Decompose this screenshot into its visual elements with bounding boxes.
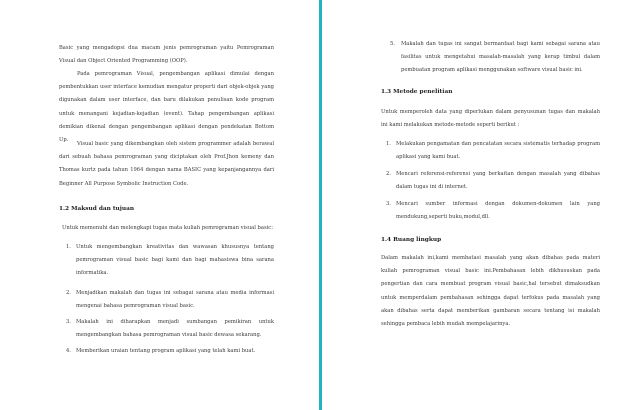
list-item xyxy=(386,138,600,164)
list-item xyxy=(390,38,600,78)
list-text: Memberikan uraian tentang program aplikasi yang telah kami buat. xyxy=(76,348,256,354)
list-item xyxy=(66,345,274,358)
list-text: Untuk mengembangkan kreativitas dan wawasan khususnya tentang pemrograman visual basic bagi kami dan bagi mahasiswa bina sarana informatika. xyxy=(76,244,274,277)
list-item xyxy=(66,241,274,281)
list-item xyxy=(386,198,600,224)
paragraph-history: Visual basic yang dikembangkan oleh sistem programmer adalah berawal dari sebuah bahasa pemrograman yang diciptakan oleh Prof.Jhon kemeny dan Thomas kurtz pada tahun 1964 dengan nama BASIC yang kepanjangannya dari Beginner All Purpose Symbolic Instruction Code. xyxy=(59,141,274,187)
list-text: Mencari referensi-referensi yang berkaitan dengan masalah yang dibahas dalam tugas ini di internet. xyxy=(396,171,600,191)
heading-ruang-lingkup: 1.4 Ruang lingkup xyxy=(381,237,442,243)
paragraph-intro-visual-basic: Basic yang mengadopsi dua macam jenis pemrograman yaitu Pemrograman Visual dan Object Oriented Programming (OOP). xyxy=(59,45,274,65)
list-number: 3. xyxy=(66,319,71,325)
list-text: Menjadikan makalah dan tugas ini sebagai sarana atau media informasi mengenai bahasa pemrograman visual basic. xyxy=(76,290,274,310)
left-page xyxy=(0,0,319,410)
list-number: 5. xyxy=(390,41,395,47)
list-number: 1. xyxy=(66,244,71,250)
list-item xyxy=(386,168,600,194)
list-number: 3. xyxy=(386,201,391,207)
paragraph-purpose-intro: Untuk memenuhi dan melengkapi tugas mata kuliah pemrograman visual basic: xyxy=(62,225,273,231)
list-text: Makalah dan tugas ini sangat bermanfaat bagi kami sebagai sarana atau fasilitas untuk mengetahui masalah-masalah yang kerap timbul dalam pembuatan program aplikasi menggunakan software visual basic ini. xyxy=(401,41,600,74)
right-page xyxy=(322,0,640,410)
list-number: 4. xyxy=(66,348,71,354)
list-item xyxy=(66,316,274,342)
list-text: Melakukan pengamatan dan pencatatan secara sistematis terhadap program aplikasi yang kami buat. xyxy=(396,141,600,161)
list-number: 2. xyxy=(66,290,71,296)
list-number: 1. xyxy=(386,141,391,147)
list-text: Makalah ini diharapkan menjadi sumbangan pemikiran untuk mengembangkan bahasa pemrograman visual basic dewasa sekarang. xyxy=(76,319,274,339)
paragraph-scope: Dalam makalah ini,kami membatasi masalah yang akan dibahas pada materi kuliah pemrograman visual basic ini.Pembahasan lebih dikhususkan pada pengertian dan cara membuat program visual basic,hal tersebut dimaksudkan untuk memperdalam pembahasan sehingga dapat terfokus pada masalah yang akan dibahas serta dapat memberikan gambaran secara tentang isi makalah sehingga pembaca lebih mudah mempelajarinya. xyxy=(381,255,600,328)
list-text: Mencari sumber informasi dengan dokumen-dokumen lain yang mendukung,seperti buku,modul,dll. xyxy=(396,201,600,221)
paragraph-method-intro: Untuk memperoleh data yang diperlukan dalam penyusunan tugas dan makalah ini kami melakukan metode-metode seperti berikut : xyxy=(381,109,600,129)
list-item xyxy=(66,287,274,313)
heading-maksud-tujuan: 1.2 Maksud dan tujuan xyxy=(59,206,135,212)
heading-metode-penelitian: 1.3 Metode penelitian xyxy=(381,89,453,95)
paragraph-visual-programming: Pada pemrograman Visual, pengembangan aplikasi dimulai dengan pembentukkan user interface kemudian mengatur properti dari objek-objek yang digunakan dalam user interface, dan baru dilakukan penulisan kode program untuk menangani kejadian-kejadian (event). Tahap pengembangan aplikasi demikian dikenal dengan pengembangan aplikasi dengan pendekatan Bottom Up. xyxy=(59,71,274,144)
list-number: 2. xyxy=(386,171,391,177)
